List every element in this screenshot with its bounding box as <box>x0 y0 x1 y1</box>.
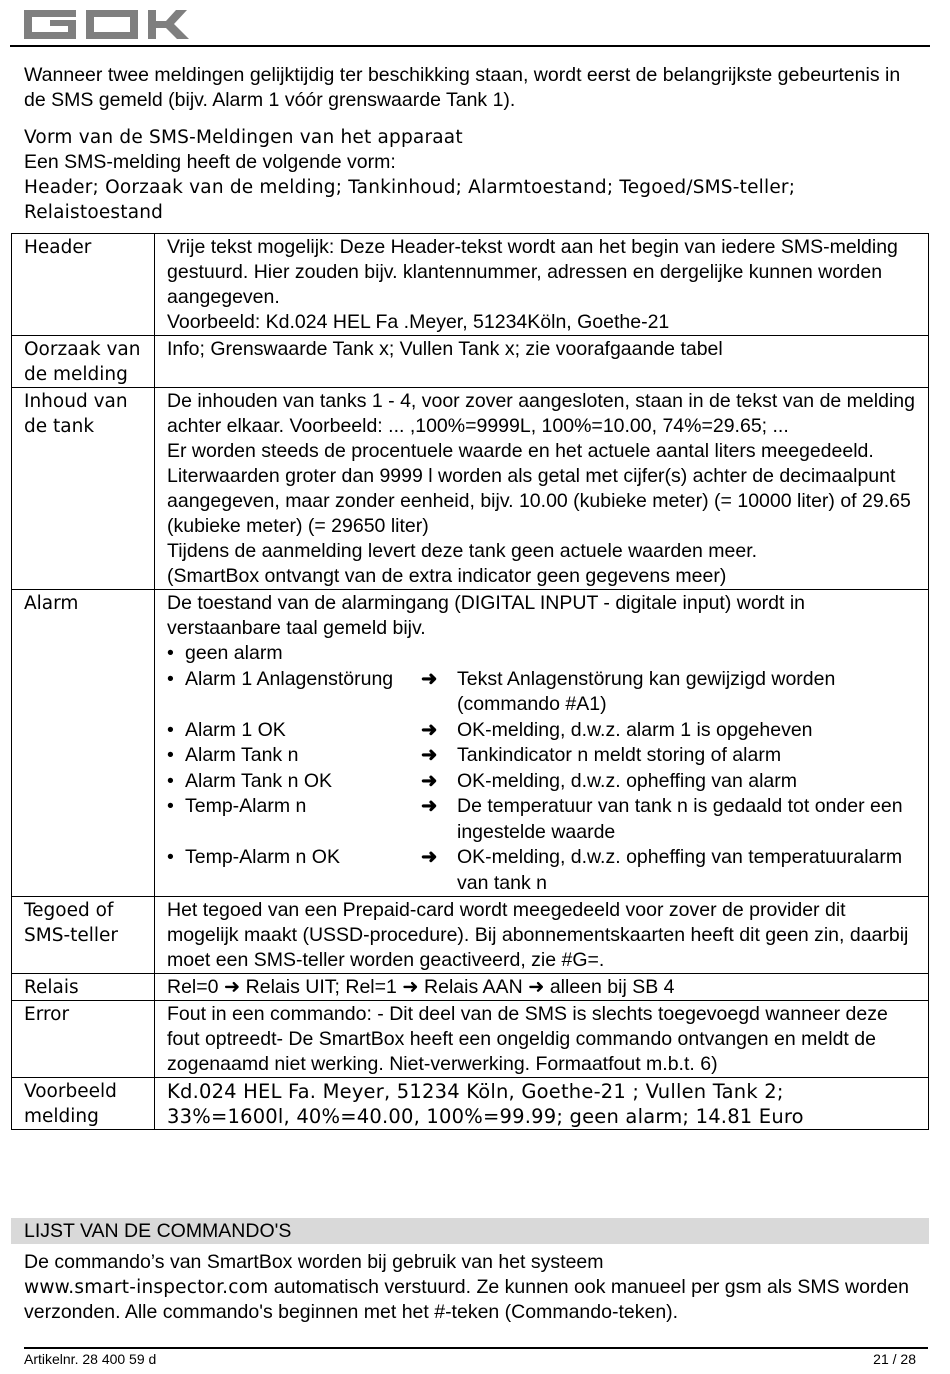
alarm-list-item <box>167 667 918 718</box>
arrow-right-icon: ➜ <box>421 769 438 792</box>
sms-form-line-1: Een SMS-melding heeft de volgende vorm: <box>24 151 396 173</box>
table-row-header <box>12 234 929 336</box>
row-key-example: Voorbeeld melding <box>12 1078 155 1130</box>
row-key-credit: Tegoed of SMS-teller <box>12 897 155 974</box>
content-text-4: (SmartBox ontvangt van de extra indicator geen gegevens meer) <box>167 565 727 587</box>
table-row-content <box>12 388 929 590</box>
alarm-description: OK-melding, d.w.z. opheffing van alarm <box>457 769 797 792</box>
row-value-cause: Info; Grenswaarde Tank x; Vullen Tank x; zie voorafgaande tabel <box>155 336 929 388</box>
alarm-list <box>167 641 918 896</box>
commands-heading: LIJST VAN DE COMMANDO'S <box>24 1220 292 1242</box>
footer-rule <box>24 1347 928 1349</box>
row-value-content <box>155 388 929 590</box>
commands-text-b: automatisch verstuurd. Ze kunnen ook manueel per gsm als SMS worden verzonden. Alle commando's beginnen met het #-teken (Commando-teken). <box>24 1276 909 1323</box>
table-row-error <box>12 1001 929 1078</box>
row-value-header <box>155 234 929 336</box>
row-key-relay: Relais <box>12 974 155 1001</box>
alarm-list-item <box>167 794 918 845</box>
commands-paragraph <box>24 1250 924 1325</box>
example-line-1: Kd.024 HEL Fa. Meyer, 51234 Köln, Goethe-21 ; Vullen Tank 2; <box>167 1080 784 1103</box>
arrow-right-icon: ➜ <box>421 795 438 817</box>
alarm-list-item <box>167 769 918 795</box>
alarm-name: Temp-Alarm n OK <box>185 846 340 868</box>
table-row-cause <box>12 336 929 388</box>
alarm-list-item <box>167 845 918 896</box>
row-key-error: Error <box>12 1001 155 1078</box>
alarm-list-item <box>167 743 918 769</box>
bullet-icon: • <box>167 846 174 868</box>
table-row-example <box>12 1078 929 1130</box>
bullet-icon: • <box>167 642 174 664</box>
alarm-list-item <box>167 641 918 667</box>
footer-page-number: 21 / 28 <box>873 1351 916 1367</box>
alarm-name: geen alarm <box>185 642 283 664</box>
header-rule <box>10 45 930 47</box>
sms-form-line-3: Relaistoestand <box>24 202 164 223</box>
alarm-name: Alarm Tank n OK <box>185 769 333 792</box>
bullet-icon: • <box>167 744 174 766</box>
arrow-right-icon: ➜ <box>421 718 438 741</box>
footer-article-number: Artikelnr. 28 400 59 d <box>24 1351 157 1367</box>
alarm-description: Tekst Anlagenstörung kan gewijzigd worden (commando #A1) <box>457 667 836 715</box>
row-value-example <box>155 1078 929 1130</box>
table-row-relay <box>12 974 929 1001</box>
bullet-icon: • <box>167 769 174 792</box>
content-text-2: Er worden steeds de procentuele waarde en het actuele aantal liters meegedeeld. Literwaarden groter dan 9999 l worden als getal met cijfer(s) achter de decimaalpunt aangegeven, maar zonder eenheid, bijv. 10.00 (kubieke meter) (= 10000 liter) of 29.65 (kubieke meter) (= 29650 liter) <box>167 440 911 537</box>
sms-fields-table <box>11 233 929 1130</box>
table-row-alarm <box>12 590 929 897</box>
row-value-relay: Rel=0 ➜ Relais UIT; Rel=1 ➜ Relais AAN ➜ alleen bij SB 4 <box>155 974 929 1001</box>
alarm-list-item <box>167 718 918 744</box>
alarm-intro: De toestand van de alarmingang (DIGITAL INPUT - digitale input) wordt in verstaanbare taal gemeld bijv. <box>167 592 806 639</box>
alarm-description: De temperatuur van tank n is gedaald tot onder een ingestelde waarde <box>457 795 903 843</box>
row-key-alarm: Alarm <box>12 590 155 897</box>
alarm-description: Tankindicator n meldt storing of alarm <box>457 744 782 766</box>
alarm-description: OK-melding, d.w.z. opheffing van temperatuuralarm van tank n <box>457 846 903 894</box>
content-text-1: De inhouden van tanks 1 - 4, voor zover aangesloten, staan in de tekst van de melding achter elkaar. Voorbeeld: ... ,100%=9999L, 100%=10.00, 74%=29.65; ... <box>167 390 915 437</box>
header-example: Voorbeeld: Kd.024 HEL Fa .Meyer, 51234Köln, Goethe-21 <box>167 311 670 333</box>
arrow-right-icon: ➜ <box>421 744 438 766</box>
example-line-2: 33%=1600l, 40%=40.00, 100%=99.99; geen alarm; 14.81 Euro <box>167 1105 804 1128</box>
row-value-alarm <box>155 590 929 897</box>
sms-form-section <box>24 125 924 225</box>
commands-url-link[interactable]: www.smart-inspector.com <box>24 1277 269 1298</box>
row-key-cause: Oorzaak van de melding <box>12 336 155 388</box>
content-text-3: Tijdens de aanmelding levert deze tank geen actuele waarden meer. <box>167 540 758 562</box>
sms-form-line-2: Header; Oorzaak van de melding; Tankinhoud; Alarmtoestand; Tegoed/SMS-teller; <box>24 177 796 198</box>
alarm-name: Alarm 1 Anlagenstörung <box>185 667 394 690</box>
bullet-icon: • <box>167 718 174 741</box>
arrow-right-icon: ➜ <box>421 667 438 690</box>
row-value-credit: Het tegoed van een Prepaid-card wordt meegedeeld voor zover de provider dit mogelijk maakt (USSD-procedure). Bij abonnementskaarten heeft dit geen zin, daarbij moet een SMS-teller worden geactiveerd, zie #G=. <box>155 897 929 974</box>
alarm-name: Alarm Tank n <box>185 744 299 766</box>
alarm-name: Temp-Alarm n <box>185 795 307 817</box>
gok-logo <box>24 8 200 40</box>
row-value-error: Fout in een commando: - Dit deel van de SMS is slechts toegevoegd wanneer deze fout optreedt- De SmartBox heeft een ongeldig commando ontvangen en meldt de zogenaamd niet werking. Niet-verwerking. Formaatfout m.b.t. 6) <box>155 1001 929 1078</box>
bullet-icon: • <box>167 667 174 690</box>
row-key-content: Inhoud van de tank <box>12 388 155 590</box>
commands-text-a: De commando’s van SmartBox worden bij gebruik van het systeem <box>24 1251 604 1273</box>
intro-paragraph: Wanneer twee meldingen gelijktijdig ter beschikking staan, wordt eerst de belangrijkste gebeurtenis in de SMS gemeld (bijv. Alarm 1 vóór grenswaarde Tank 1). <box>24 64 901 111</box>
alarm-name: Alarm 1 OK <box>185 718 286 741</box>
table-row-credit <box>12 897 929 974</box>
sms-form-title: Vorm van de SMS-Meldingen van het apparaat <box>24 127 463 148</box>
alarm-description: OK-melding, d.w.z. alarm 1 is opgeheven <box>457 718 813 741</box>
row-key-header: Header <box>12 234 155 336</box>
arrow-right-icon: ➜ <box>421 846 438 868</box>
bullet-icon: • <box>167 795 174 817</box>
header-text: Vrije tekst mogelijk: Deze Header-tekst wordt aan het begin van iedere SMS-melding gestuurd. Hier zouden bijv. klantennummer, adressen en dergelijke kunnen worden aangegeven. <box>167 236 898 308</box>
